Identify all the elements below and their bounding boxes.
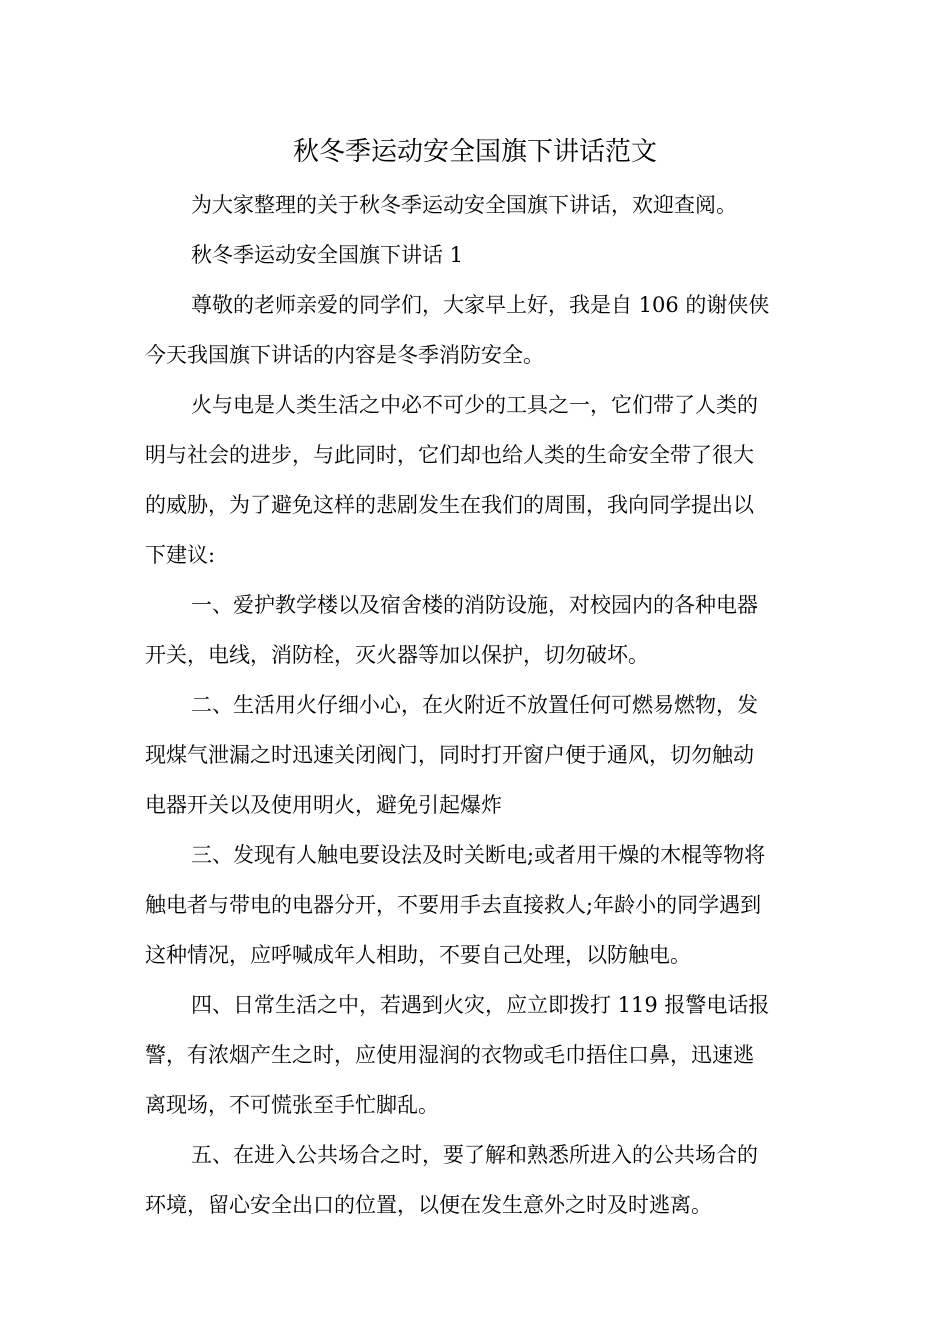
document-body — [145, 180, 805, 1230]
paragraph-line: 二、生活用火仔细小心，在火附近不放置任何可燃易燃物，发 — [191, 693, 758, 717]
paragraph-line: 警，有浓烟产生之时，应使用湿润的衣物或毛巾捂住口鼻，迅速逃 — [145, 1043, 754, 1067]
paragraph-line: 这种情况，应呼喊成年人相助，不要自己处理，以防触电。 — [145, 943, 691, 967]
paragraph-line: 尊敬的老师亲爱的同学们，大家早上好，我是自 106 的谢侠侠 — [191, 293, 770, 317]
paragraph-line: 今天我国旗下讲话的内容是冬季消防安全。 — [145, 343, 544, 367]
paragraph-line: 离现场，不可慌张至手忙脚乱。 — [145, 1093, 439, 1117]
paragraph-line: 明与社会的进步，与此同时，它们却也给人类的生命安全带了很大 — [145, 443, 754, 467]
paragraph-line: 一、爱护教学楼以及宿舍楼的消防设施，对校园内的各种电器 — [191, 593, 758, 617]
paragraph-line: 为大家整理的关于秋冬季运动安全国旗下讲话，欢迎查阅。 — [191, 193, 737, 217]
paragraph-line: 三、发现有人触电要设法及时关断电;或者用干燥的木棍等物将 — [191, 843, 766, 867]
paragraph-line: 电器开关以及使用明火，避免引起爆炸 — [145, 793, 502, 817]
paragraph-line: 四、日常生活之中，若遇到火灾，应立即拨打 119 报警电话报 — [191, 993, 770, 1017]
document-title: 秋冬季运动安全国旗下讲话范文 — [292, 137, 657, 167]
paragraph-line: 触电者与带电的电器分开，不要用手去直接救人;年龄小的同学遇到 — [145, 893, 762, 917]
paragraph-line: 下建议: — [145, 543, 216, 567]
paragraph-line: 五、在进入公共场合之时，要了解和熟悉所进入的公共场合的 — [191, 1143, 758, 1167]
paragraph-line: 环境，留心安全出口的位置，以便在发生意外之时及时逃离。 — [145, 1193, 712, 1217]
paragraph-line: 火与电是人类生活之中必不可少的工具之一，它们带了人类的 — [191, 393, 758, 417]
paragraph-line: 现煤气泄漏之时迅速关闭阀门，同时打开窗户便于通风，切勿触动 — [145, 743, 754, 767]
paragraph-line: 秋冬季运动安全国旗下讲话 1 — [191, 243, 464, 267]
paragraph-line: 开关，电线，消防栓，灭火器等加以保护，切勿破坏。 — [145, 643, 649, 667]
paragraph-line: 的威胁，为了避免这样的悲剧发生在我们的周围，我向同学提出以 — [145, 493, 754, 517]
